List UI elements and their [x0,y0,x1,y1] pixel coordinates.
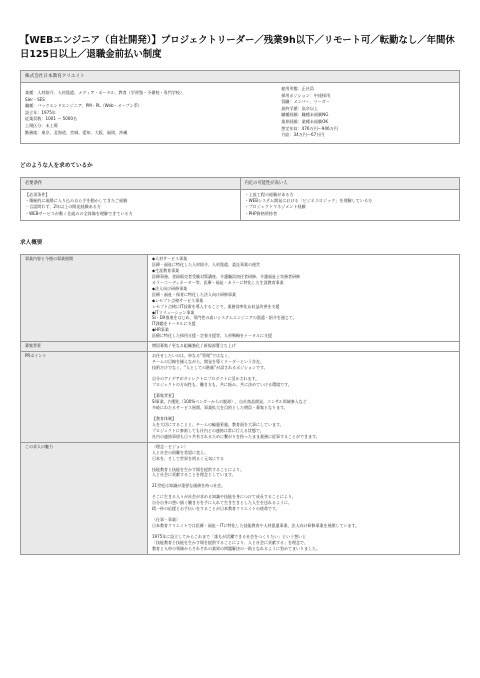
required-item: ・言語問わず、2年以上の開発経験ある方 [25,204,101,210]
overview-line: 人と社会に貢献することを理念としています。 [152,472,236,478]
overview-row-content [148,254,460,341]
overview-line: 日本を、そして世界を明るく元気にする [152,455,224,461]
overview-line: 〈理念・ビジョン〉 [152,443,188,449]
overview-row-label: PRポイント [21,352,148,442]
overview-line: 多岐にわたるサービス展開、事業拡大を目的とした増員・募集となります。 [152,404,288,410]
detail-industry-experience: 業界経験：業種未経験OK [281,118,329,124]
overview-line: 人と社会の困難を希望に変え、 [152,449,209,455]
overview-line: ◆レセプト点検サービス事業 [152,297,204,303]
required-item: 【必須条件】 [25,191,50,197]
overview-line: ◆HR事業 [152,327,169,333]
preferred-item: ・上流工程の経験がある方 [244,191,294,197]
overview-line: ◆法人向け研修事業 [152,285,188,291]
overview-line: 1975年に設立してからこれまで「誰もが活躍できる社会をつくりたい」という想いと [152,534,307,540]
company-detail-founded: 設立年：1975年 [25,109,56,115]
overview-line: 【募集背景】 [152,393,176,398]
company-detail-jobtype: 職種：バックエンドエンジニア、PM・PL（Web・オープン系） [25,103,142,109]
company-details-left [25,86,281,139]
detail-education: 最終学歴：高卒以上 [281,105,319,111]
overview-line: 「技能教育と技能を生かす場を提供することにより、人と社会に貢献する」を理念で、 [152,540,308,546]
detail-monthly-salary: 月給：34万円～67万円 [281,132,325,138]
preferred-item: ・PHP資格所持者 [244,210,278,216]
overview-row-label: この求人の魅力 [21,442,148,554]
overview-line: SI・DX推進をはじめ、専門性の高いシステムエンジニアの派遣・紹介を通じて、 [152,315,297,321]
overview-line: レセプト点検にIT技術を導入することで、業務効率化＆収益改善を支援 [152,303,280,309]
overview-line: プロジェクトの方向性も、働き方も、共に悩み、共に決めていける環境です。 [152,382,292,388]
overview-row [21,442,460,554]
overview-line: ◆ITソリューション事業 [152,309,195,315]
overview-line: 技術だけでなく、“人としての熱量”が試されるポジションです。 [152,365,268,371]
preferred-item: ・プロジェクトマネジメント経験 [244,204,306,210]
preferred-item: ・WEBシステム開発における「ビジネスロジック」を理解している方 [244,198,373,204]
overview-row-label: 募集背景 [21,342,148,352]
overview-row [21,352,460,442]
overview-line: ◆生涯教育事業 [152,267,180,273]
preferred-list [241,190,460,220]
page [20,0,460,555]
overview-row-content [148,352,460,442]
company-detail-listing: 上場区分：未上場 [25,122,58,128]
overview-line: 医療に特化した採用支援・定着支援等、人材戦略をトータルに支援 [152,333,272,339]
overview-row [21,254,460,341]
company-detail-industry: 業種：人材紹介、人材派遣、メディア・ポータル、教育（学習塾・予備校・専門学校）、 [25,90,187,95]
overview-line: 人を大切にすることと、チームの輪風景風、教育面を大事にしています。 [152,421,284,427]
required-list [21,190,240,220]
overview-line: 日本教育クリエイトでは医療・福祉・ITに特化した技能教育や人材派遣事業、法人向け研修事業を展開しています。 [152,523,360,529]
overview-line: 21世紀は知識が重要な価値を持つ社会。 [152,483,226,489]
overview-line: 医療・福祉・保育に特化した法人向け研修事業 [152,291,236,297]
detail-position: 採用ポジション：中途採用 [281,92,331,98]
seeking-title: どのような人を求めているか [20,162,93,169]
overview-row-content [148,442,460,554]
overview-line: 社内の連絡事項も日々共有されるために繋がりを持ったまま業務に従事することができます。 [152,433,320,439]
overview-line: 増員募集 / 更なる組織強化 / 新規部署立ち上げ [152,343,236,349]
overview-line: 自分自身の想い描く働き方を手に入れて生き生きとした人生を送れるように、 [152,500,292,506]
detail-employment: 雇用形態：正社員 [281,86,314,91]
company-details-right [281,86,455,139]
job-title: 【WEBエンジニア（自社開発）】プロジェクトリーダー／残業9h以下／リモート可／転勤なし／年間休日125日以上／退職金前払い制度 [20,35,455,60]
overview-line: チームの目線を揃えながら、開発を導くリーダーという存在。 [152,359,264,365]
company-box [20,70,460,144]
overview-line: SI事業、内製化（100%ベンダーからの脱却）、自社商品開発、コンサル領域参入など [152,398,307,404]
overview-line: IT課題をトータルに支援 [152,321,196,327]
overview-line: そこに生きる人々が社会が求める知識や技能を身につけて成長することにより、 [152,494,296,500]
overview-line: ◆人材サービス事業 [152,255,188,261]
detail-annual-salary: 想定年収：476万円～946万円 [281,125,338,131]
required-header: 必要条件 [21,178,240,190]
overview-row [21,342,460,352]
overview-line: 教育と人材の領域からそれぞれの業界の問題解決の一助となれるように努めてまいりました。 [152,546,320,552]
overview-line: 技能教育と技能を生かす場を提供することにより、 [152,466,244,472]
company-detail-location: 勤務地：東京、北海道、宮城、愛知、大阪、福岡、沖縄 [25,129,128,135]
seeking-box [20,177,460,221]
overview-line: 自分のアイデアがダイレクトにプロダクトに活かされます。 [152,376,260,382]
preferred-header: 内定の可能性が高い人 [241,178,460,190]
overview-title: 求人概要 [20,239,43,246]
company-name: 株式会社日本教育クリエイト [21,71,459,83]
required-item: ・積極的に現場に入り込み自ら手を動かしてきたご経験 [25,198,128,204]
overview-line: 精一杯の応援とお手伝いをすることが日本教育クリエイトの使命です。 [152,506,280,512]
overview-row-content [148,342,460,352]
overview-line: 〈仕事・事業〉 [152,517,180,523]
detail-role: 役職：メンバー、リーダー [281,99,330,105]
overview-row-label: 事業内容と今後の事業展開 [21,254,148,341]
company-detail-employees: 従業員数：1001 ～ 5000名 [25,116,78,122]
overview-line: カラーコーディネーター等、医療・福祉・カラーに特化した生涯教育事業 [152,279,284,285]
company-detail-industry-cont: SIer・SES [25,96,45,102]
overview-line: 医療・福祉に特化した人材紹介、人材派遣、委託事業の運営 [152,261,260,267]
overview-line: お任せしたいのは、単なる“管理”ではなく、 [152,353,233,359]
overview-line: プロジェクトに参画しても社内との連絡は常に行える状態で、 [152,427,264,433]
overview-line: 【教育体制】 [152,415,176,421]
detail-job-experience: 職種経験：職種未経験NG [281,112,329,118]
overview-line: 医療事務、登録販売者受験対策講座、介護職員初任者研修、介護福祉士実務者研修 [152,273,300,279]
required-item: ・WEBサービスが動く仕組みの全体像を理解できている方 [25,210,133,216]
overview-table [20,254,460,555]
